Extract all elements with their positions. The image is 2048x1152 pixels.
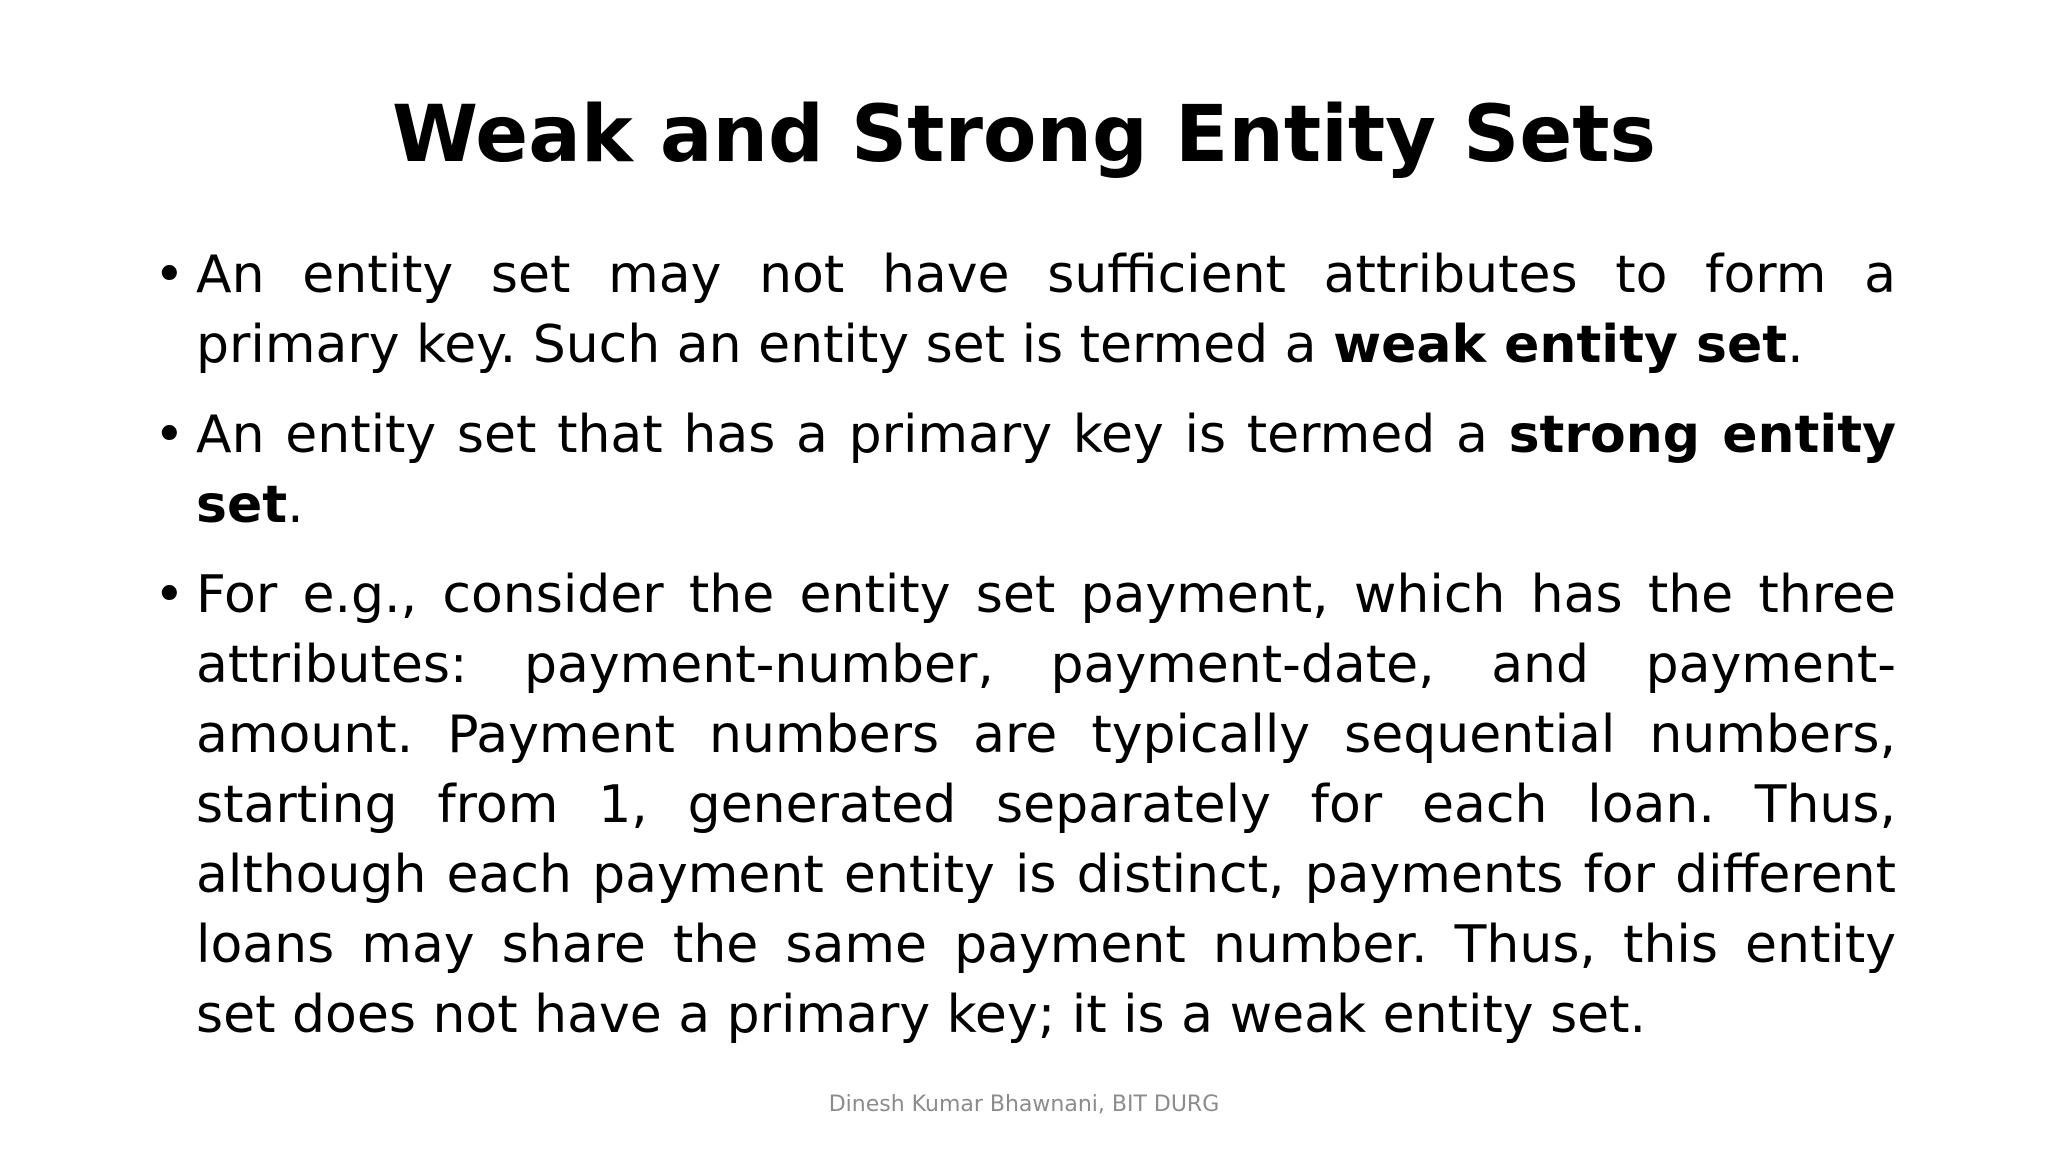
bold-term: weak entity set <box>1333 315 1788 375</box>
bullet-text-end: . <box>1787 315 1804 375</box>
bullet-text: An entity set may not have sufficient attributes to form a primary key. Such an entity set is termed a <box>196 245 1896 375</box>
bullet-text: For e.g., consider the entity set payment, which has the three attributes: payment-number, payment-date, and payment-amount. Payment numbers are typically sequential numbers, starting from 1, generated separately for each loan. Thus, although each payment entity is distinct, payments for different loans may share the same payment number. Thus, this entity set does not have a primary key; it is a weak entity set. <box>196 565 1896 1045</box>
slide-title: Weak and Strong Entity Sets <box>392 90 1656 180</box>
slide-footer: Dinesh Kumar Bhawnani, BIT DURG <box>828 1092 1220 1117</box>
bullet-item <box>196 560 1896 1050</box>
bullet-text-end: . <box>287 475 304 535</box>
bullet-text: An entity set that has a primary key is termed a <box>196 405 1509 465</box>
bullet-list <box>196 240 1896 1070</box>
bullet-item <box>196 240 1896 380</box>
bold-term: strong entity set <box>196 405 1896 535</box>
bullet-item <box>196 400 1896 540</box>
